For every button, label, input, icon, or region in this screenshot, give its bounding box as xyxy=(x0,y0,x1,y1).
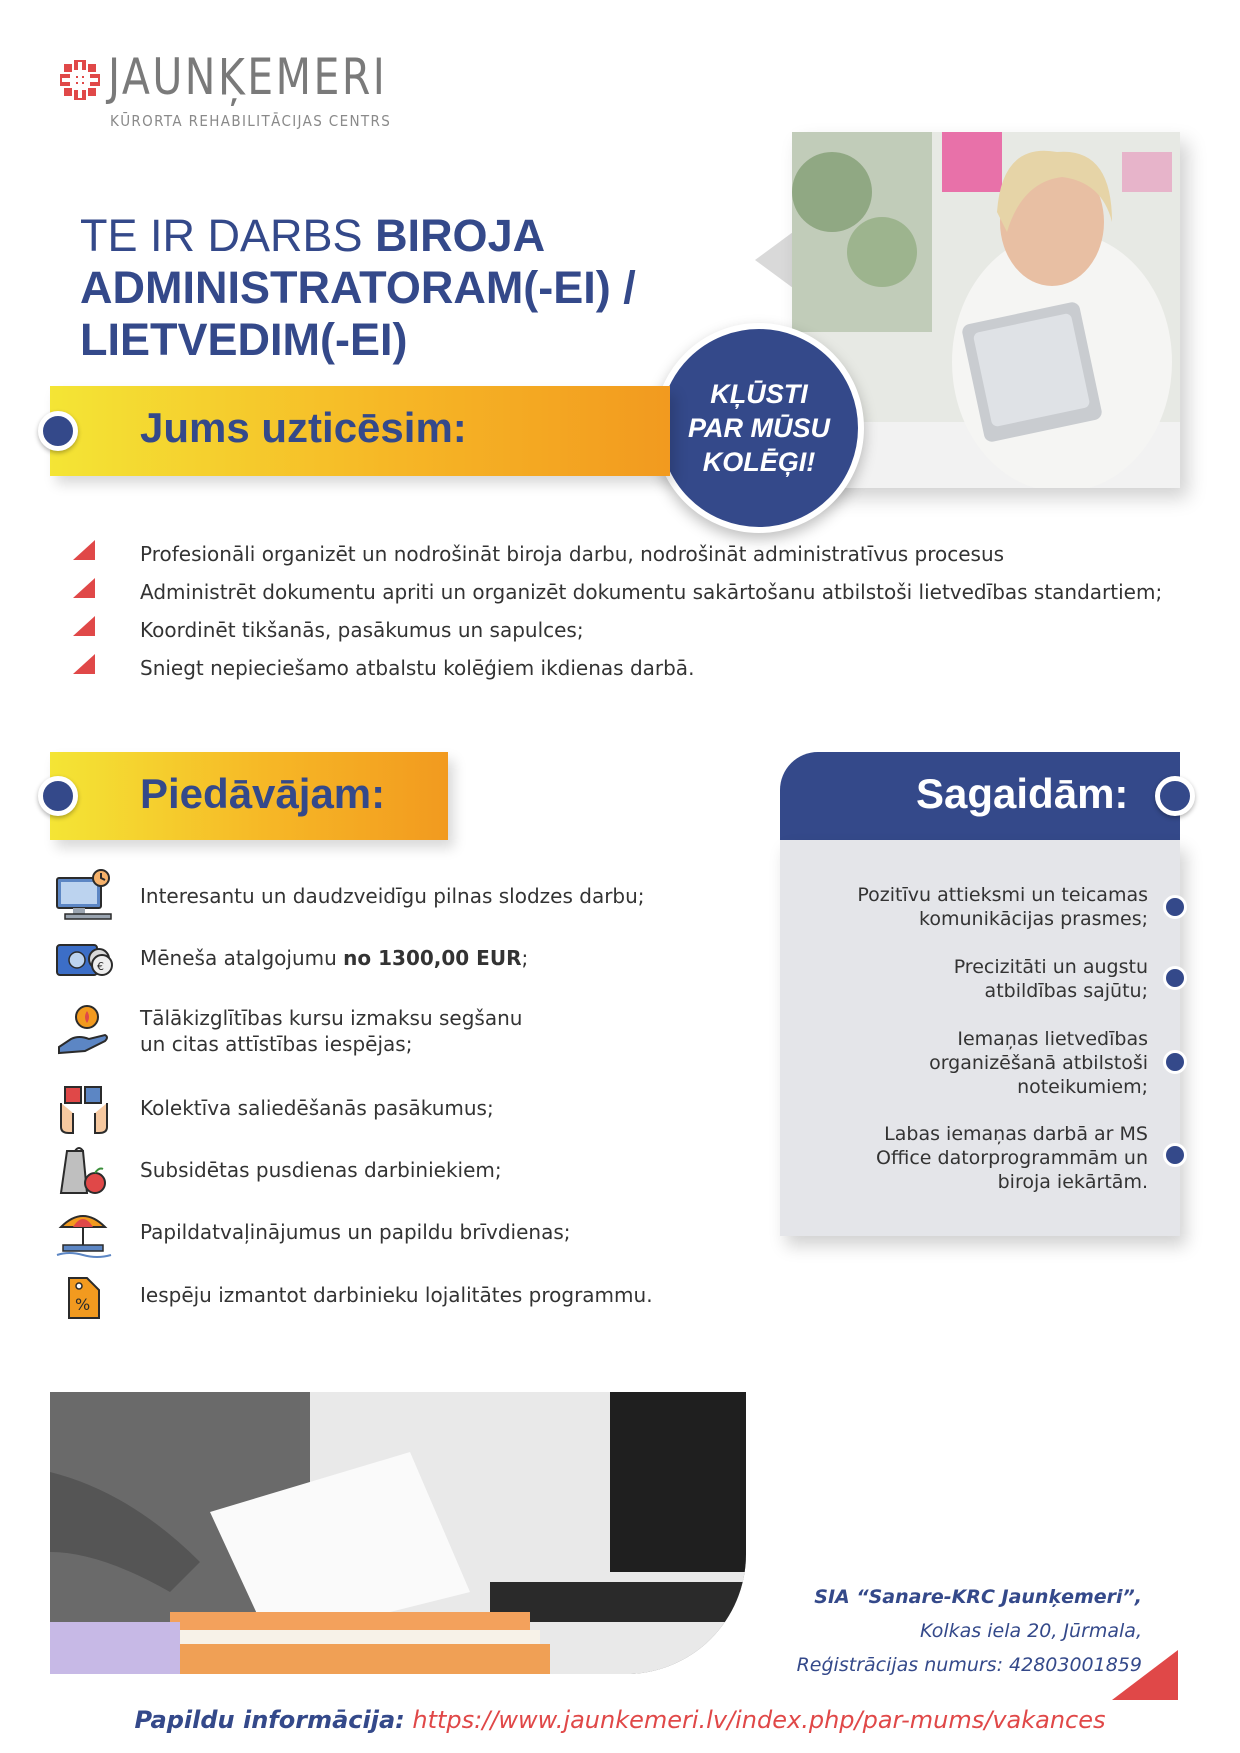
logo-subtitle: KŪRORTA REHABILITĀCIJAS CENTRS xyxy=(110,112,392,130)
offer-item-2 xyxy=(140,945,528,971)
offer-item-5: Subsidētas pusdienas darbiniekiem; xyxy=(140,1158,502,1182)
logo-cross-icon xyxy=(60,60,100,100)
badge-line3: KOLĒĢI! xyxy=(702,447,816,477)
puzzle-hands-icon xyxy=(55,1083,113,1137)
expect-item-1 xyxy=(828,883,1148,931)
list-item xyxy=(70,654,1170,692)
offer-item-1: Interesantu un daudzveidīgu pilnas slodzes darbu; xyxy=(140,884,645,908)
expect-dot-2 xyxy=(1163,966,1187,990)
expect-title: Sagaidām: xyxy=(916,770,1129,817)
triangle-bullet-icon xyxy=(73,616,95,636)
triangle-bullet-icon xyxy=(73,654,95,674)
offer-item-3-line2: un citas attīstības iespējas; xyxy=(140,1032,413,1056)
list-item xyxy=(70,540,1170,578)
company-reg: Reģistrācijas numurs: 42803001859 xyxy=(796,1654,1142,1676)
title-part2: BIROJA xyxy=(375,210,546,261)
offer-ribbon-dot xyxy=(38,776,78,816)
offer-item-3-line1: Tālākizglītības kursu izmaksu segšanu xyxy=(140,1006,523,1030)
corner-triangle-decoration xyxy=(1112,1650,1178,1700)
title-line2: ADMINISTRATORAM(-EI) / xyxy=(80,262,636,313)
expect-item-3-line: noteikumiem; xyxy=(1017,1076,1148,1098)
expect-dot-4 xyxy=(1163,1143,1187,1167)
office-photo-bottom xyxy=(50,1392,746,1674)
badge-line1: KĻŪSTI xyxy=(710,379,808,409)
expect-item-4 xyxy=(828,1122,1148,1194)
computer-clock-icon xyxy=(55,868,113,922)
offer-item-6: Papildatvaļinājumus un papildu brīvdienas; xyxy=(140,1220,571,1244)
trust-list xyxy=(70,540,1170,692)
beach-umbrella-icon xyxy=(55,1205,113,1259)
title-part1: TE IR DARBS xyxy=(80,210,376,261)
offer-item-4: Kolektīva saliedēšanās pasākumus; xyxy=(140,1096,494,1120)
list-item xyxy=(70,616,1170,654)
expect-item-2-line: atbildības sajūtu; xyxy=(984,980,1148,1002)
badge-line2: PAR MŪSU xyxy=(687,413,830,443)
trust-item-text: Koordinēt tikšanās, pasākumus un sapulces; xyxy=(140,618,584,642)
money-coins-icon xyxy=(55,933,113,987)
expect-item-2 xyxy=(828,955,1148,1003)
offer-item-2-post: ; xyxy=(521,946,529,970)
svg-text:%: % xyxy=(75,1295,91,1314)
expect-item-1-line: Pozitīvu attieksmi un teicamas xyxy=(857,884,1148,906)
expect-item-4-line: Labas iemaņas darbā ar MS xyxy=(884,1123,1148,1145)
expect-title-dot xyxy=(1155,776,1195,816)
expect-item-3-line: Iemaņas lietvedības xyxy=(957,1028,1148,1050)
trust-title: Jums uzticēsim: xyxy=(140,404,467,451)
offer-item-2-pre: Mēneša atalgojumu xyxy=(140,946,344,970)
company-info xyxy=(797,1580,1142,1682)
offer-item-7: Iespēju izmantot darbinieku lojalitātes programmu. xyxy=(140,1283,653,1307)
salary-amount: no 1300,00 EUR xyxy=(343,946,522,970)
offer-item-3 xyxy=(140,1005,522,1057)
trust-item-text: Profesionāli organizēt un nodrošināt biroja darbu, nodrošināt administratīvus procesus xyxy=(140,542,1005,566)
offer-title: Piedāvājam: xyxy=(140,770,386,817)
company-address: Kolkas iela 20, Jūrmala, xyxy=(919,1620,1142,1642)
hand-growth-icon xyxy=(55,1003,113,1057)
expect-item-4-line: biroja iekārtām. xyxy=(997,1171,1148,1193)
svg-text:€: € xyxy=(97,960,104,973)
logo-wordmark: JAUNĶEMERI xyxy=(108,48,388,106)
list-item xyxy=(70,578,1170,616)
join-us-badge xyxy=(654,323,864,533)
page-title xyxy=(80,210,760,366)
discount-tag-icon xyxy=(55,1268,113,1322)
expect-item-3 xyxy=(828,1027,1148,1099)
expect-dot-1 xyxy=(1163,895,1187,919)
expect-item-1-line: komunikācijas prasmes; xyxy=(919,908,1148,930)
vacancies-link[interactable]: https://www.jaunkemeri.lv/index.php/par-mums/vakances xyxy=(412,1706,1106,1734)
trust-item-text: Administrēt dokumentu apriti un organizēt dokumentu sakārtošanu atbilstoši lietvedības standartiem; xyxy=(140,580,1163,604)
footer-info xyxy=(0,1706,1240,1734)
trust-item-text: Sniegt nepieciešamo atbalstu kolēģiem ikdienas darbā. xyxy=(140,656,695,680)
lunch-bag-icon xyxy=(55,1143,113,1197)
photo-pointer xyxy=(755,232,793,288)
expect-item-4-line: Office datorprogrammām un xyxy=(876,1147,1148,1169)
title-line3: LIETVEDIM(-EI) xyxy=(80,314,408,365)
triangle-bullet-icon xyxy=(73,578,95,598)
company-name: SIA “Sanare-KRC Jaunķemeri”, xyxy=(814,1586,1142,1608)
expect-item-3-line: organizēšanā atbilstoši xyxy=(929,1052,1148,1074)
trust-ribbon-dot xyxy=(38,411,78,451)
footer-label: Papildu informācija: xyxy=(134,1706,405,1734)
expect-dot-3 xyxy=(1163,1050,1187,1074)
triangle-bullet-icon xyxy=(73,540,95,560)
expect-item-2-line: Precizitāti un augstu xyxy=(953,956,1148,978)
